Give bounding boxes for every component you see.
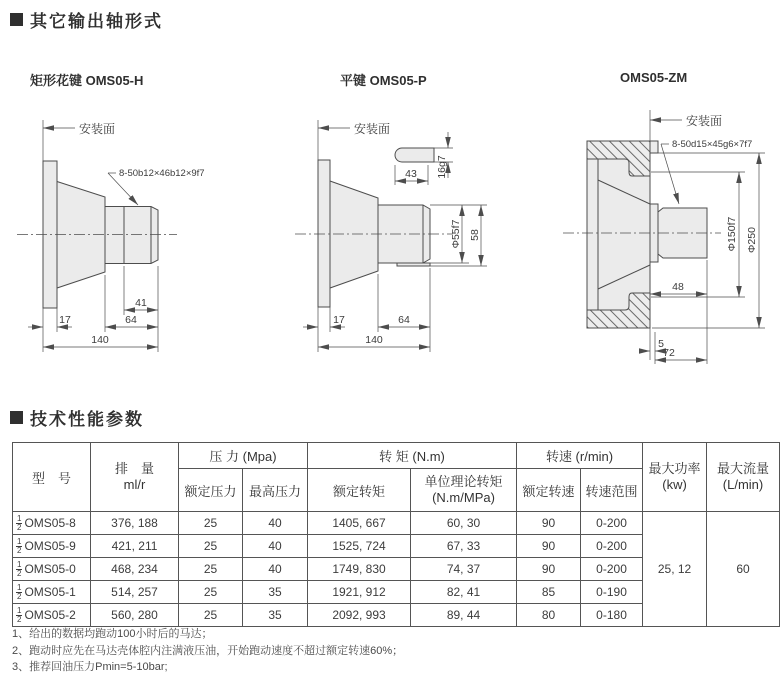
dim-label: 140 [91, 334, 109, 346]
section-bullet [10, 411, 23, 424]
cell-unit-torque: 82, 41 [411, 581, 517, 604]
cell-rated-torque: 1525, 724 [308, 535, 411, 558]
header-max-pressure: 最高压力 [243, 469, 308, 512]
cell-max-pressure: 35 [243, 581, 308, 604]
mount-face-callout [43, 120, 115, 161]
drawing-oms05-h [15, 110, 275, 370]
cell-unit-torque: 60, 30 [411, 512, 517, 535]
header-max-power: 最大功率 (kw) [643, 443, 707, 512]
dim-label: Φ250 [746, 227, 758, 253]
drawing-title-oms05-h: 矩形花键 OMS05-H [30, 73, 144, 88]
header-speed-group: 转速 (r/min) [517, 443, 643, 469]
mount-face-callout [318, 120, 390, 160]
cell-rated-speed: 90 [517, 558, 581, 581]
spline-callout [108, 168, 205, 205]
cell-model: 1 2 OMS05-0 [13, 558, 91, 581]
dim-label: Φ150f7 [726, 216, 738, 252]
dim-16g7 [434, 132, 453, 179]
cell-rated-torque: 2092, 993 [308, 604, 411, 627]
cell-unit-torque: 89, 44 [411, 604, 517, 627]
cell-max-pressure: 40 [243, 512, 308, 535]
cell-speed-range: 0-190 [581, 581, 643, 604]
spline-spec-label: 8-50d15×45g6×7f7 [672, 139, 753, 150]
spline-callout [661, 139, 752, 204]
dim-label: Φ55f7 [450, 219, 462, 249]
cell-rated-speed: 90 [517, 512, 581, 535]
cell-rated-torque: 1405, 667 [308, 512, 411, 535]
drawing-oms05-p [295, 110, 515, 370]
header-pressure-group: 压 力 (Mpa) [179, 443, 308, 469]
drawing-title-oms05-zm: OMS05-ZM [620, 70, 688, 85]
taper-body [330, 181, 378, 288]
dim-label: 48 [672, 281, 684, 293]
key-detail [395, 148, 434, 162]
cell-speed-range: 0-200 [581, 512, 643, 535]
cell-max-power: 25, 12 [643, 512, 707, 627]
cell-max-pressure: 40 [243, 558, 308, 581]
cell-unit-torque: 74, 37 [411, 558, 517, 581]
drawing-oms05-zm [555, 98, 781, 378]
cell-rated-pressure: 25 [179, 604, 243, 627]
cell-rated-torque: 1921, 912 [308, 581, 411, 604]
cell-speed-range: 0-180 [581, 604, 643, 627]
spline-shaft [105, 207, 158, 264]
spec-table [12, 442, 780, 627]
cell-rated-speed: 90 [517, 535, 581, 558]
dim-label: 5 [658, 338, 664, 350]
dim-label: 58 [469, 229, 481, 241]
header-torque-group: 转 矩 (N.m) [308, 443, 517, 469]
dim-label: 72 [663, 347, 675, 359]
cell-displacement: 376, 188 [91, 512, 179, 535]
dim-label: 17 [333, 314, 345, 326]
cell-rated-pressure: 25 [179, 558, 243, 581]
cell-speed-range: 0-200 [581, 558, 643, 581]
mount-face-label: 安装面 [686, 114, 723, 128]
header-unit-torque: 单位理论转矩 (N.m/MPa) [411, 469, 517, 512]
header-speed-range: 转速范围 [581, 469, 643, 512]
section-title-text: 技术性能参数 [30, 410, 144, 429]
cell-rated-speed: 85 [517, 581, 581, 604]
cell-rated-pressure: 25 [179, 581, 243, 604]
section-title-tech-params [10, 405, 144, 430]
spline-spec-label: 8-50b12×46b12×9f7 [119, 168, 205, 179]
dim-5-72 [639, 328, 707, 364]
cell-unit-torque: 67, 33 [411, 535, 517, 558]
cell-max-pressure: 40 [243, 535, 308, 558]
cell-rated-pressure: 25 [179, 535, 243, 558]
header-rated-torque: 额定转矩 [308, 469, 411, 512]
table-row [13, 512, 780, 535]
dim-label: 64 [398, 314, 410, 326]
dim-label: 16g7 [436, 155, 448, 179]
footnote-3: 3、推荐回油压力Pmin=5-10bar; [12, 661, 168, 673]
mount-face-callout [650, 110, 722, 141]
mount-face-label: 安装面 [79, 122, 116, 136]
header-rated-speed: 额定转速 [517, 469, 581, 512]
footnotes [12, 626, 403, 676]
dim-label: 140 [365, 334, 383, 346]
footnote-1: 1、给出的数据均跑动100小时后的马达； [12, 628, 213, 640]
header-max-flow: 最大流量 (L/min) [707, 443, 780, 512]
header-rated-pressure: 额定压力 [179, 469, 243, 512]
cell-speed-range: 0-200 [581, 535, 643, 558]
cell-displacement: 560, 280 [91, 604, 179, 627]
cell-rated-pressure: 25 [179, 512, 243, 535]
cell-displacement: 514, 257 [91, 581, 179, 604]
cell-model: 1 2 OMS05-9 [13, 535, 91, 558]
mount-face-label: 安装面 [354, 122, 391, 136]
cell-max-pressure: 35 [243, 604, 308, 627]
header-displacement: 排 量 ml/r [91, 443, 179, 512]
footnote-2: 2、跑动时应先在马达壳体腔内注满液压油，开始跑动速度不超过额定转速60%； [12, 644, 404, 657]
dim-label: 17 [59, 314, 71, 326]
dim-43 [395, 165, 428, 185]
dim-label: 41 [135, 297, 147, 309]
cell-displacement: 468, 234 [91, 558, 179, 581]
flange-lip [650, 141, 658, 153]
cell-displacement: 421, 211 [91, 535, 179, 558]
cell-rated-speed: 80 [517, 604, 581, 627]
drawing-title-oms05-p: 平键 OMS05-P [340, 73, 427, 88]
section-title-text: 其它输出轴形式 [30, 12, 163, 31]
dim-label: 43 [405, 168, 417, 180]
dim-label: 64 [125, 314, 137, 326]
flange [318, 160, 330, 307]
section-bullet [10, 13, 23, 26]
header-model: 型 号 [13, 443, 91, 512]
section-title-other-shafts [10, 7, 163, 32]
key-shaft [378, 205, 430, 266]
cell-max-flow: 60 [707, 512, 780, 627]
dim-41 [124, 266, 158, 352]
housing [587, 141, 658, 328]
cell-rated-torque: 1749, 830 [308, 558, 411, 581]
cell-model: 1 2 OMS05-8 [13, 512, 91, 535]
cell-model: 1 2 OMS05-1 [13, 581, 91, 604]
cell-model: 1 2 OMS05-2 [13, 604, 91, 627]
